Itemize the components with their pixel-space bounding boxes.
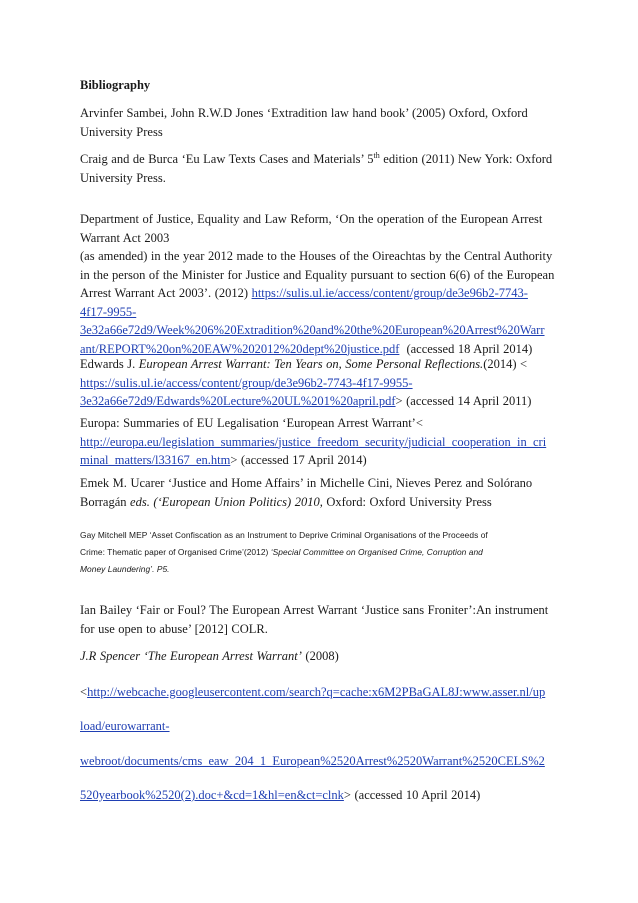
entry-edwards-line xyxy=(80,392,564,411)
entry-asser-bracket: < xyxy=(80,685,88,699)
entry-edwards-accessed: > (accessed 14 April 2011) xyxy=(395,394,532,408)
entry-ucarer-text: Borragán xyxy=(80,494,131,509)
entry-edwards-line xyxy=(80,374,564,393)
entry-mitchell-line xyxy=(80,544,564,561)
entry-doj-line: in the person of the Minister for Justice and Equality pursuant to section 6(6) of the European xyxy=(80,267,555,282)
entry-doj-line xyxy=(80,284,564,303)
entry-asser-link[interactable]: http://webcache.googleusercontent.com/search?q=cache:x6M2PBaGAL8J:www.asser.nl/up xyxy=(87,685,546,699)
entry-craig xyxy=(80,150,564,187)
entry-europa-line xyxy=(80,451,564,470)
entry-spencer-title: J.R Spencer ‘The European Arrest Warrant’ xyxy=(80,649,302,663)
entry-europa-accessed: > (accessed 17 April 2014) xyxy=(230,453,367,467)
entry-europa-link[interactable]: http://europa.eu/legislation_summaries/justice_freedom_security/judicial_cooperation_in_cri xyxy=(80,434,547,449)
entry-asser-line-3 xyxy=(80,752,564,771)
entry-ucarer xyxy=(80,474,564,511)
entry-asser-link[interactable]: webroot/documents/cms_eaw_204_1_European%2520Arrest%2520Warrant%2520CELS%2 xyxy=(80,754,545,768)
entry-mitchell xyxy=(80,527,564,578)
entry-asser-accessed: > (accessed 10 April 2014) xyxy=(343,788,481,802)
entry-mitchell-italic: ‘Special Committee on Organised Crime, Corruption and xyxy=(270,547,483,557)
entry-asser-link[interactable]: 520yearbook%2520(2).doc+&cd=1&hl=en&ct=clnk xyxy=(80,788,344,802)
entry-mitchell-line xyxy=(80,561,564,578)
entry-edwards-link[interactable]: https://sulis.ul.ie/access/content/group/de3e96b2-7743-4f17-9955- xyxy=(80,375,413,390)
entry-asser-line-2 xyxy=(80,717,564,736)
entry-craig-superscript: th xyxy=(373,150,380,160)
entry-asser-link[interactable]: load/eurowarrant- xyxy=(80,719,170,733)
entry-edwards-link[interactable]: 3e32a66e72d9/Edwards%20Lecture%20UL%201%20april.pdf xyxy=(80,394,396,408)
entry-edwards xyxy=(80,355,564,411)
entry-europa-link[interactable]: minal_matters/l33167_en.htm xyxy=(80,453,231,467)
bibliography-heading: Bibliography xyxy=(80,78,151,92)
entry-bailey: Ian Bailey ‘Fair or Foul? The European Arrest Warrant ‘Justice sans Froniter’:An instrument for use open to abuse’ [2012] COLR. xyxy=(80,603,549,636)
entry-asser-line-1 xyxy=(80,683,564,702)
entry-mitchell-line: Gay Mitchell MEP ‘Asset Confiscation as an Instrument to Deprive Criminal Organisations of the Proceeds of xyxy=(80,530,488,540)
entry-europa-line xyxy=(80,433,564,452)
entry-ucarer-line: Emek M. Ucarer ‘Justice and Home Affairs’ in Michelle Cini, Nieves Perez and Solórano xyxy=(80,476,533,490)
entry-edwards-line xyxy=(80,355,564,374)
entry-spencer xyxy=(80,647,564,666)
entry-craig-text: Craig and de Burca ‘Eu Law Texts Cases and Materials’ 5 xyxy=(80,152,374,166)
entry-doj-accessed: (accessed 18 April 2014) xyxy=(406,341,533,356)
entry-ucarer-line xyxy=(80,493,564,512)
entry-sambei: Arvinfer Sambei, John R.W.D Jones ‘Extradition law hand book’ (2005) Oxford, Oxford University Press xyxy=(80,106,528,139)
entry-europa-line: Europa: Summaries of EU Legalisation ‘European Arrest Warrant’< xyxy=(80,416,423,430)
entry-doj-line: (as amended) in the year 2012 made to the Houses of the Oireachtas by the Central Authority xyxy=(80,249,553,263)
entry-edwards-title: European Arrest Warrant: Ten Years on, Some Personal Reflections. xyxy=(138,357,484,371)
entry-europa xyxy=(80,414,564,470)
entry-craig-text-2: edition (2011) New York: Oxford University Press. xyxy=(80,152,553,185)
entry-doj-line: Department of Justice, Equality and Law Reform, ‘On the operation of the European Arrest xyxy=(80,212,543,226)
entry-edwards-author: Edwards J. xyxy=(80,357,139,371)
entry-doj-line: Warrant Act 2003 xyxy=(80,230,170,245)
entry-doj-link[interactable]: 4f17-9955- xyxy=(80,304,137,319)
entry-doj-line xyxy=(80,303,564,322)
entry-spencer-year: (2008) xyxy=(301,649,339,663)
entry-edwards-year: (2014) < xyxy=(483,357,528,371)
entry-doj xyxy=(80,210,564,358)
entry-ucarer-publisher: Oxford: Oxford University Press xyxy=(322,494,492,509)
entry-doj-link[interactable]: 3e32a66e72d9/Week%206%20Extradition%20and%20the%20European%20Arrest%20Warr xyxy=(80,323,545,337)
entry-ucarer-italic: eds. (‘European Union Politics) 2010, xyxy=(130,494,323,509)
entry-mitchell-text: Crime: Thematic paper of Organised Crime’(2012) xyxy=(80,547,271,557)
entry-doj-text: Arrest Warrant Act 2003’. (2012) xyxy=(80,286,252,300)
entry-doj-link[interactable]: ant/REPORT%20on%20EAW%202012%20dept%20justice.pdf xyxy=(80,341,400,356)
entry-mitchell-italic: Money Laundering’. P5. xyxy=(80,564,170,574)
entry-doj-link[interactable]: https://sulis.ul.ie/access/content/group/de3e96b2-7743- xyxy=(251,286,528,300)
entry-doj-line xyxy=(80,321,564,340)
entry-asser-line-4 xyxy=(80,786,564,805)
